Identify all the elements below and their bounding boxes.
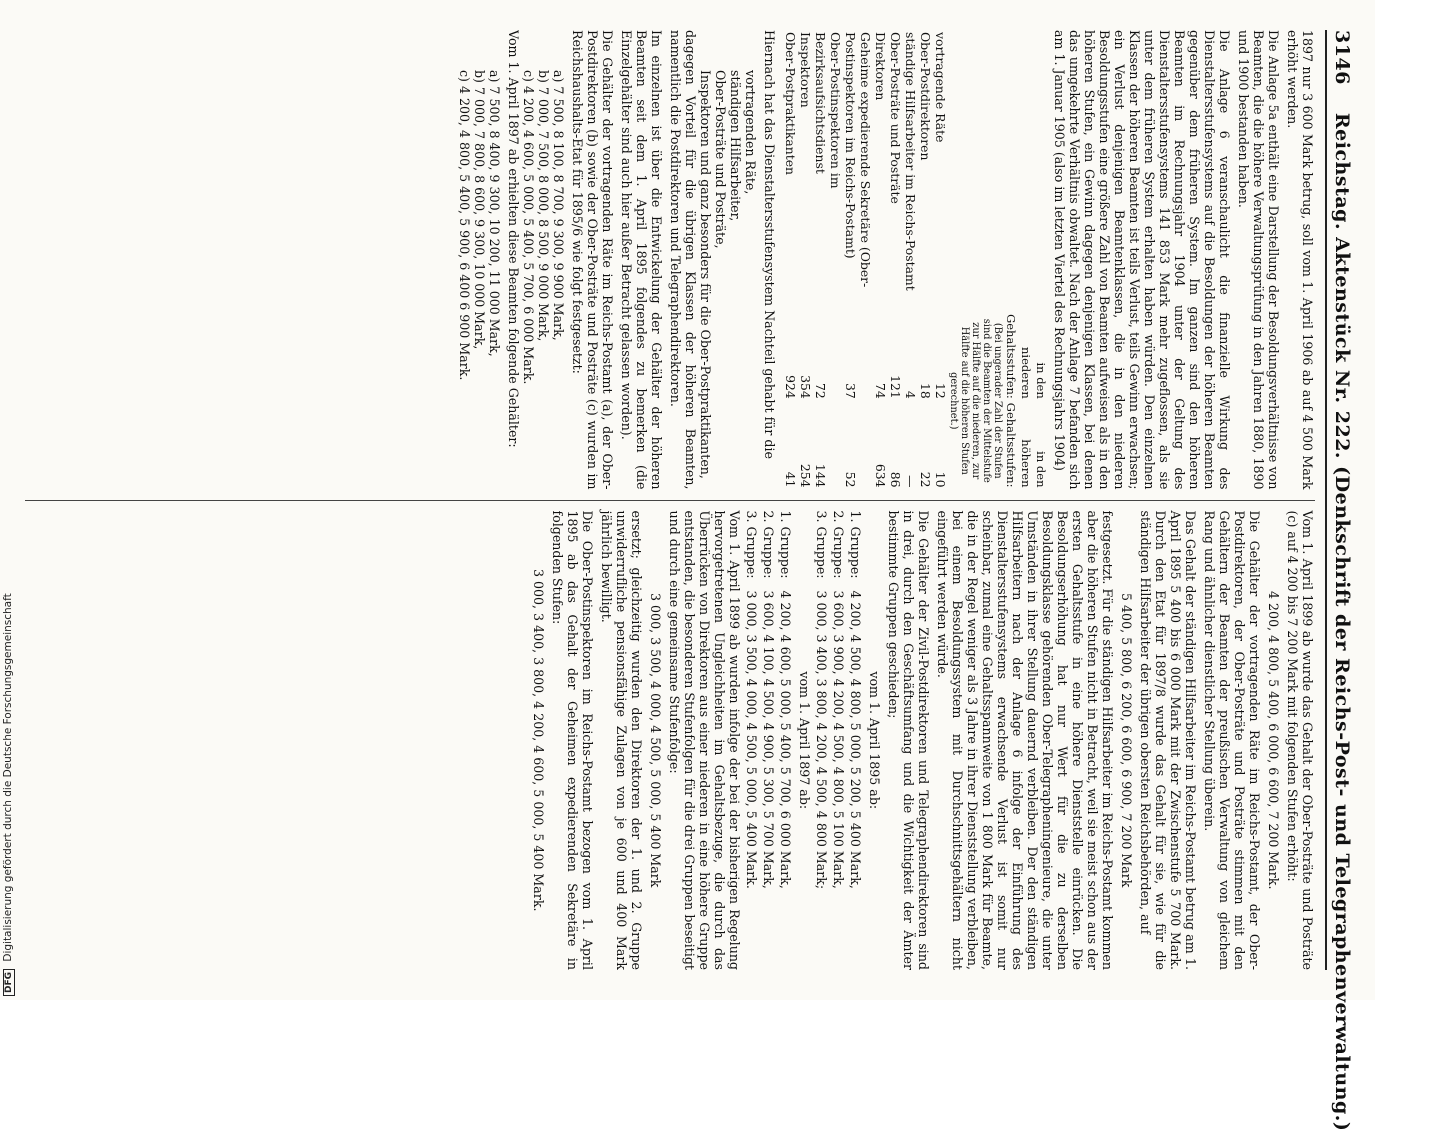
- salary-steps: 3 000, 3 500, 4 000, 4 500, 5 000, 5 400 Mark: [648, 593, 663, 888]
- paragraph: Vom 1. April 1899 ab wurde das Gehalt der Ober-Posträte und Posträte (c) auf 4 200 bis 7 200 Mark mit folgenden Stufen erhöht:: [1285, 510, 1315, 970]
- row-label: Direktoren: [873, 32, 888, 101]
- footer-text: Digitalisierung gefördert durch die Deutsche Forschungsgemeinschaft: [2, 593, 14, 962]
- group-steps: 4 200, 4 600, 5 000, 5 400, 5 700, 6 000 Mark,: [778, 590, 793, 889]
- group-steps: 3 600, 3 900, 4 200, 4 500, 4 800, 5 100 Mark,: [831, 590, 846, 889]
- group-label: 3. Gruppe:: [744, 510, 759, 579]
- paragraph: Vom 1. April 1899 ab wurden infolge der bei der bisherigen Regelung hervorgetretenen Ungleichheiten im Gehaltsbezuge, die durch das Überrücken von Direktoren aus einer niederen in eine höhere Gruppe entstanden, die besonderen Stufenfolgen für die drei Gruppen beseitigt und durch eine gemeinsame Stufenfolge:: [667, 510, 742, 970]
- groups-1897: [744, 511, 793, 971]
- salary-line: b) 7 000, 7 500, 8 000, 8 500, 9 000 Mark,: [536, 70, 551, 342]
- group-row: [831, 511, 846, 971]
- table-row: [918, 30, 933, 490]
- higher-count: 144: [813, 463, 828, 488]
- lower-count: 18: [918, 383, 933, 399]
- digitization-footer: [2, 0, 18, 996]
- section-heading: vom 1. April 1895 ab:: [867, 671, 882, 810]
- paragraph: Die Gehälter der Zivil-Postdirektoren und Telegraphendirektoren sind in drei, durch den Geschäftsumfang und die Wichtigkeit der Ämter bestimmte Gruppen geschieden;: [886, 510, 931, 970]
- salaries-1897-list: [457, 30, 502, 490]
- table-row: [933, 30, 948, 490]
- list-item: vortragenden Räte,: [743, 70, 758, 195]
- lower-count: 37: [843, 383, 858, 399]
- list-item: Ober-Posträte und Posträte,: [713, 70, 728, 249]
- paragraph: Hiernach hat das Dienstaltersstufensystem Nachteil gehabt für die: [762, 30, 777, 459]
- list-item: ständigen Hilfsarbeiter,: [728, 70, 743, 222]
- lower-count: 72: [813, 383, 828, 399]
- salary-distribution-table: [783, 30, 1048, 490]
- paragraph: festgesetzt. Für die ständigen Hilfsarbeiter im Reichs-Postamt kommen aber die höheren Stufen nicht in Betracht, weil sie meist schon aus der ersten Gehaltsstufe in eine höhere Dienststelle einrücken. Die Besoldungserhöhung hat nur Wert für die zu derselben Besoldungsklasse gehörenden Ober-Telegrapheningenieure, die unter Umständen in ihrer Stellung dauernd verbleiben. Der den ständigen Hilfsarbeitern nach der Anlage 6 infolge der Einführung des Dienstaltersstufensystems erwachsende Verlust ist somit nur scheinbar, zumal eine Gehaltsspannweite von 1 800 Mark für Beamte, die in der Regel weniger als 3 Jahre in ihrer Dienststellung verbleiben, bei einem Besoldungssystem mit Durchschnittsgehältern nicht eingeführt werden würde.: [935, 510, 1115, 970]
- group-row: [848, 511, 863, 971]
- paragraph: Die Anlage 6 veranschaulicht die finanzielle Wirkung des Dienstaltersstufensystems auf die Besoldungen der höheren Beamten gegenüber dem früheren System. Im ganzen sind den höheren Beamten im Rechnungsjahr 1904 unter der Geltung des Dienstaltersstufensystems 141 853 Mark mehr zugeflossen, als sie unter dem früheren System erhalten haben würden. Den einzelnen Klassen der höheren Beamten ist teils Verlust, teils Gewinn erwachsen; ein Verlust denjenigen Beamtenklassen, die in den niederen Besoldungsstufen eine größere Zahl von Beamten aufweisen als in den höheren Stufen, ein Gewinn dagegen denjenigen Klassen, bei denen das umgekehrte Verhältnis obwaltet. Nach der Anlage 7 befanden sich am 1. Januar 1905 (also im letzten Viertel des Rechnungsjahrs 1904): [1052, 30, 1232, 490]
- group-row: [814, 511, 829, 971]
- row-label: Ober-Postdirektoren: [918, 32, 933, 161]
- table-row: [813, 30, 843, 490]
- paragraph: Vom 1. April 1897 ab erhielten diese Beamten folgende Gehälter:: [506, 30, 521, 448]
- paragraph: Die Ober-Postinspektoren im Reichs-Postamt bezogen vom 1. April 1895 ab das Gehalt der Geheimen expedierenden Sekretäre in folgenden Stufen:: [550, 510, 595, 970]
- paragraph: Die Gehälter der vortragenden Räte im Reichs-Postamt (a), der Ober-Postdirektoren (b) sowie der Ober-Posträte und Posträte (c) wurden im Reichshaushalts-Etat für 1895/6 wie folgt festgesetzt:: [570, 30, 615, 490]
- dfg-logo: DFG: [3, 969, 15, 996]
- page-title: Reichstag. Aktenstück Nr. 222. (Denkschrift der Reichs-Post- und Telegraphenverwaltung.): [1331, 112, 1353, 1131]
- paragraph: 1897 nur 3 600 Mark betrug, soll vom 1. April 1906 ab auf 4 500 Mark erhöht werden.: [1285, 30, 1315, 490]
- paragraph: Die Gehälter der vortragenden Räte im Reichs-Postamt, der Ober-Postdirektoren, der Ober-Posträte und Posträte stimmen mit den Gehältern der Beamten der preußischen Verwaltung von gleichem Rang und ähnlicher dienstlicher Stellung überein.: [1202, 510, 1262, 970]
- table-row: [843, 30, 873, 490]
- salary-line: a) 7 500, 8 400, 9 300, 10 200, 11 000 Mark,: [487, 70, 502, 357]
- group-label: 2. Gruppe:: [831, 510, 846, 579]
- higher-count: 52: [843, 471, 858, 488]
- page-number: 3146: [1331, 30, 1353, 85]
- table-header-lower: in den niederen Gehaltsstufen:: [1004, 314, 1048, 399]
- higher-count: 254: [798, 463, 813, 488]
- row-label: Geheime expedierende Sekretäre (Ober-Postinspektoren im Reichs-Postamt): [843, 32, 873, 288]
- higher-count: —: [903, 475, 918, 488]
- group-steps: 3 000, 3 500, 4 000, 4 500, 5 000, 5 400 Mark.: [744, 590, 759, 889]
- group-steps: 4 200, 4 500, 4 800, 5 000, 5 200, 5 400 Mark,: [848, 590, 863, 889]
- lower-count: 12: [933, 383, 948, 399]
- row-label: Inspektoren: [798, 32, 813, 108]
- salary-line: c) 4 200, 4 600, 5 000, 5 400, 5 700, 6 000 Mark.: [521, 70, 536, 385]
- paragraph: ersetzt; gleichzeitig wurden den Direktoren der 1. und 2. Gruppe unwiderrufliche pensionsfähige Zulagen von je 600 und 400 Mark jährlich bewilligt.: [599, 510, 644, 970]
- higher-count: 86: [888, 471, 903, 488]
- table-body: [783, 30, 948, 490]
- group-steps: 3 600, 4 100, 4 500, 4 900, 5 300, 5 700 Mark,: [761, 590, 776, 889]
- paragraph: Im einzelnen ist über die Entwickelung der Gehälter der höheren Beamten seit dem 1. April 1895 folgendes zu bemerken (die Einzelgehälter sind auch hier außer Betracht gelassen worden).: [619, 30, 664, 490]
- row-label: Ober-Postinspektoren im Bezirksaufsichtsdienst: [813, 32, 843, 189]
- lower-count: 924: [783, 375, 798, 399]
- paragraph: dagegen Vorteil für die übrigen Klassen der höheren Beamten, namentlich die Postdirektoren und Telegraphendirektoren.: [668, 30, 698, 490]
- group-label: 3. Gruppe:: [814, 510, 829, 579]
- higher-count: 41: [783, 471, 798, 488]
- table-row: [903, 30, 918, 490]
- salary-steps: 5 400, 5 800, 6 200, 6 600, 6 900, 7 200 Mark: [1119, 593, 1134, 888]
- group-label: 2. Gruppe:: [761, 510, 776, 579]
- list-item: Inspektoren und ganz besonders für die Ober-Postpraktikanten,: [698, 70, 713, 479]
- salary-steps: 3 000, 3 400, 3 800, 4 200, 4 600, 5 000, 5 400 Mark.: [531, 569, 546, 912]
- table-row: [783, 30, 798, 490]
- table-note: (Bei ungerader Zahl der Stufen sind die Beamten der Mittelstufe zur Hälfte auf die niederen, zur Hälfte auf die höheren Stufen gerechnet.): [948, 318, 1003, 483]
- lower-count: 74: [873, 383, 888, 399]
- affected-classes-list: [698, 30, 758, 490]
- page-header: [1325, 30, 1353, 1131]
- higher-count: 634: [873, 463, 888, 488]
- group-row: [778, 511, 793, 971]
- left-column: [25, 30, 1315, 500]
- table-row: [798, 30, 813, 490]
- group-label: 1. Gruppe:: [778, 510, 793, 579]
- row-label: Ober-Posträte und Posträte: [888, 32, 903, 204]
- paragraph: Das Gehalt der ständigen Hilfsarbeiter im Reichs-Postamt betrug am 1. April 1895 5 400 bis 6 000 Mark mit der Zwischenstufe 5 700 Mark. Durch den Etat für 1897/8 wurde das Gehalt für sie, wie für die ständigen Hilfsarbeiter der übrigen obersten Reichsbehörden, auf: [1138, 510, 1198, 970]
- group-label: 1. Gruppe:: [848, 510, 863, 579]
- row-label: ständige Hilfsarbeiter im Reichs-Postamt: [903, 32, 918, 291]
- lower-count: 121: [888, 375, 903, 399]
- section-heading: vom 1. April 1897 ab:: [797, 671, 812, 810]
- salary-line: c) 4 200, 4 800, 5 400, 5 900, 6 400 6 900 Mark.: [457, 70, 472, 381]
- paragraph: Die Anlage 5a enthält eine Darstellung der Besoldungsverhältnisse von Beamten, die die höhere Verwaltungsprüfung in den Jahren 1880, 1890 und 1900 bestanden haben.: [1236, 30, 1281, 490]
- lower-count: 354: [798, 375, 813, 399]
- right-column: [25, 501, 1315, 971]
- table-row: [873, 30, 888, 490]
- salary-steps: 4 200, 4 800, 5 400, 6 000, 6 600, 7 200 Mark.: [1266, 591, 1281, 890]
- group-row: [744, 511, 759, 971]
- salary-line: b) 7 000, 7 800, 8 600, 9 300, 10 000 Mark,: [472, 70, 487, 350]
- salaries-1895-list: [521, 30, 566, 490]
- higher-count: 10: [933, 471, 948, 488]
- group-steps: 3 000, 3 400, 3 800, 4 200, 4 500, 4 800 Mark;: [814, 590, 829, 890]
- higher-count: 22: [918, 471, 933, 488]
- table-row: [888, 30, 903, 490]
- row-label: Ober-Postpraktikanten: [783, 32, 798, 176]
- text-columns: [25, 30, 1315, 970]
- table-header-higher: in den höheren Gehaltsstufen:: [1004, 402, 1048, 488]
- row-label: vortragende Räte: [933, 32, 948, 143]
- lower-count: 4: [903, 390, 918, 399]
- group-row: [761, 511, 776, 971]
- groups-1895: [814, 511, 863, 971]
- salary-line: a) 7 500, 8 100, 8 700, 9 300, 9 900 Mark,: [551, 70, 566, 341]
